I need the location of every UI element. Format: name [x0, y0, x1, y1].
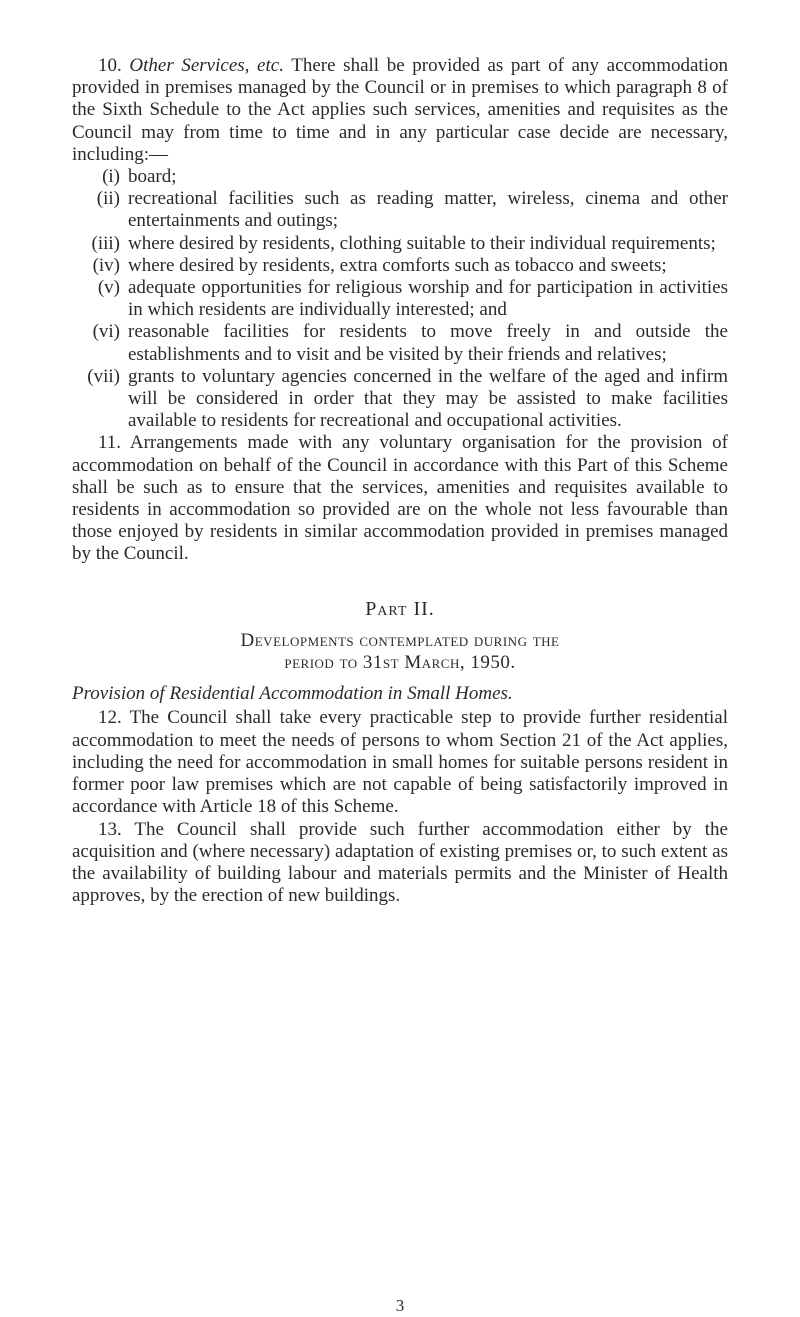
document-page: [72, 55, 728, 907]
list-item-text: where desired by residents, clothing suitable to their individual requirements;: [128, 232, 716, 254]
services-list: [72, 166, 728, 432]
paragraph-10: [72, 55, 728, 166]
section-title-line-1: Developments contemplated during the: [240, 629, 560, 651]
list-item-number: (v): [97, 277, 120, 299]
list-item-number: (iii): [91, 232, 120, 254]
paragraph-number: 11.: [98, 432, 122, 454]
subheading: Provision of Residential Accommodation in Small Homes.: [72, 683, 513, 705]
list-item-text: grants to voluntary agencies concerned in the welfare of the aged and infirm will be considered in order that they may be assisted to make facilities available to residents for recreational and occupational activities.: [128, 365, 728, 432]
part-title: Part II.: [365, 597, 435, 620]
list-item-number: (vi): [92, 321, 120, 343]
list-item-text: recreational facilities such as reading matter, wireless, cinema and other entertainments and outings;: [128, 188, 728, 232]
paragraph-text: The Council shall provide such further accommodation either by the acquisition and (where necessary) adaptation of existing premises or, to such extent as the availability of building labour and materials permits and the Minister of Health approves, by the erection of new buildings.: [72, 818, 728, 907]
list-item: [72, 366, 728, 433]
list-item-text: board;: [128, 166, 177, 188]
list-item-text: reasonable facilities for residents to move freely in and outside the establishments and to visit and be visited by their friends and relatives;: [128, 321, 728, 365]
paragraph-text: There shall be provided as part of any accommodation provided in premises managed by the Council or in premises to which paragraph 8 of the Sixth Schedule to the Act applies such services, amenities and requisites as the Council may from time to time and in any particular case decide are necessary, including:—: [72, 55, 728, 165]
paragraph-number: 13.: [98, 818, 122, 840]
paragraph-12: [72, 707, 728, 818]
list-item-text: adequate opportunities for religious worship and for participation in activities in which residents are individually interested; and: [128, 277, 728, 321]
list-item: [72, 277, 728, 321]
paragraph-11: [72, 432, 728, 565]
paragraph-13: [72, 819, 728, 908]
list-item: [72, 188, 728, 232]
list-item-number: (ii): [96, 188, 120, 210]
list-item: [72, 321, 728, 365]
paragraph-text: Arrangements made with any voluntary organisation for the provision of accommodation on behalf of the Council in accordance with this Part of this Scheme shall be such as to ensure that the services, amenities and requisites available to residents in accommodation so provided are on the whole not less favourable than those enjoyed by residents in similar accommodation provided in premises managed by the Council.: [72, 432, 729, 565]
list-item: [72, 233, 728, 255]
list-item-number: (i): [102, 166, 120, 188]
list-item-number: (vii): [87, 365, 120, 387]
list-item-text: where desired by residents, extra comforts such as tobacco and sweets;: [128, 254, 667, 276]
paragraph-text: The Council shall take every practicable step to provide further residential accommodation to meet the needs of persons to whom Section 21 of the Act applies, including the need for accommodation in small homes for suitable persons resident in former poor law premises which are not capable of being satisfactorily improved in accordance with Article 18 of this Scheme.: [72, 707, 728, 818]
section-title-line-2: period to 31st March, 1950.: [284, 652, 516, 674]
page-number: 3: [395, 1296, 405, 1315]
paragraph-heading: Other Services, etc.: [129, 55, 284, 76]
list-item-number: (iv): [92, 254, 120, 276]
list-item: [72, 166, 728, 188]
paragraph-number: 12.: [98, 707, 122, 729]
list-item: [72, 255, 728, 277]
paragraph-number: 10.: [98, 55, 122, 76]
